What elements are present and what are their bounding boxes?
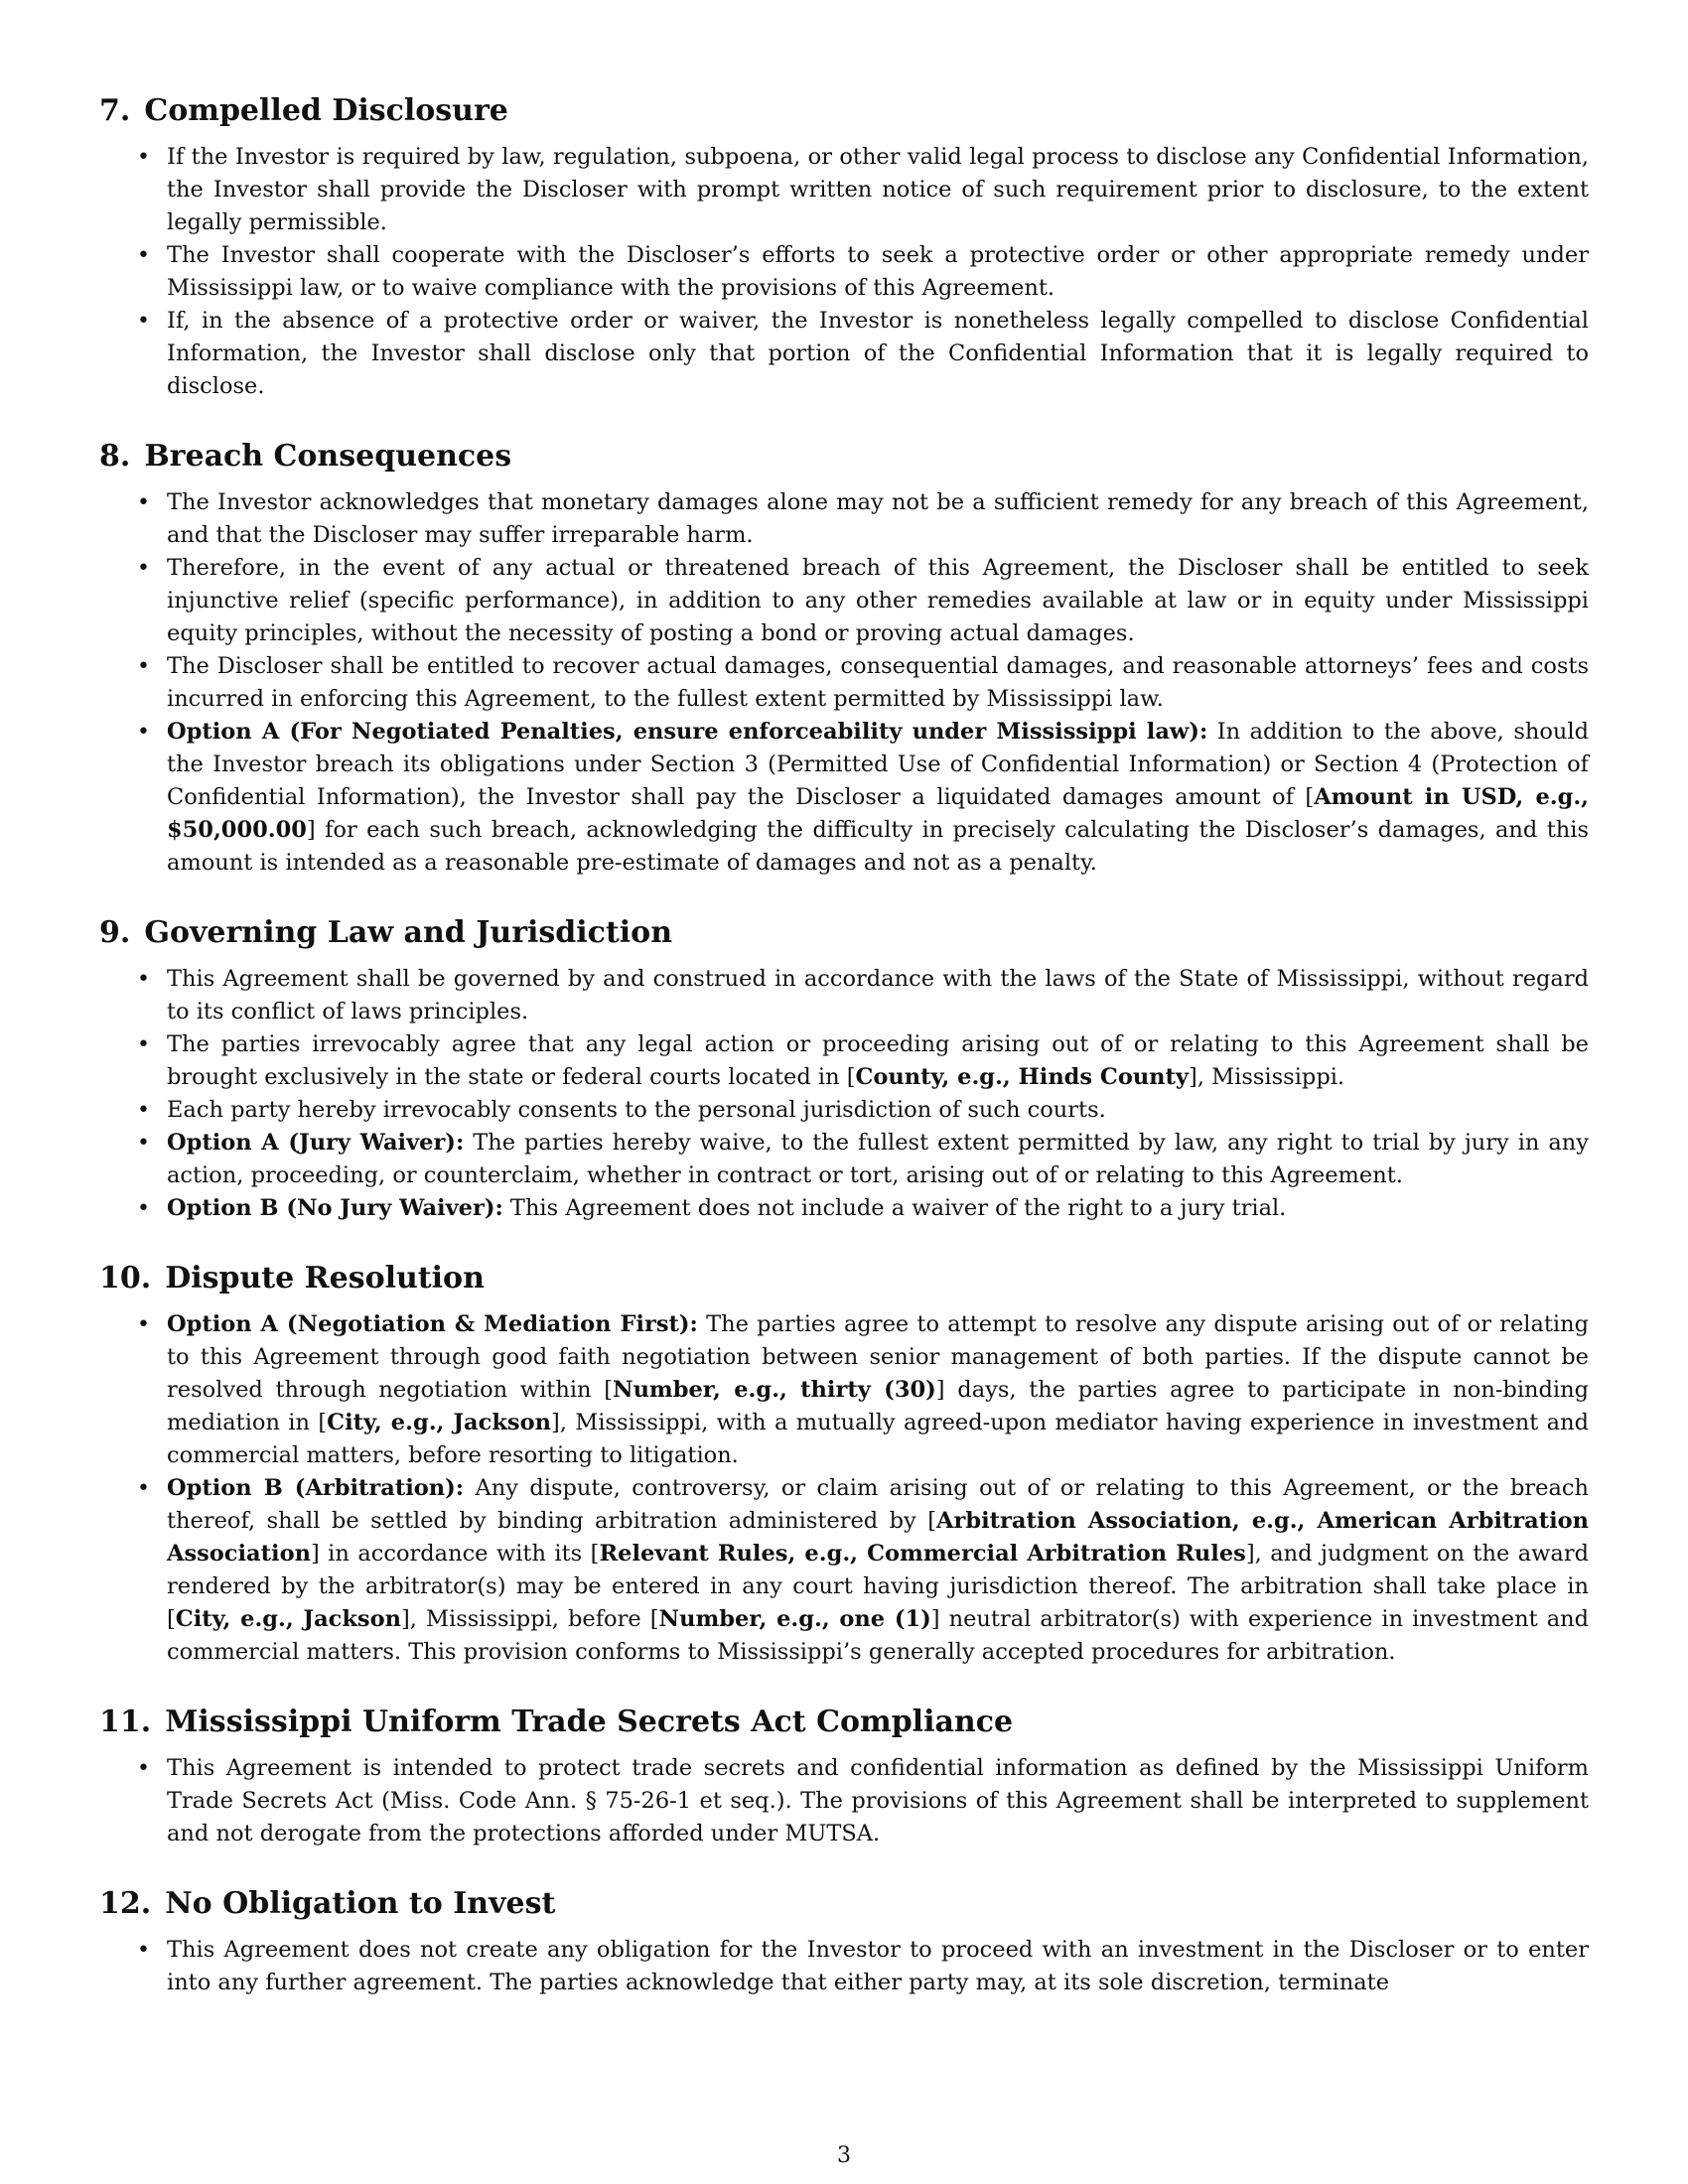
text-run: This Agreement is intended to protect trade secrets and confidential information as defined by the Mississippi Uniform Trade Secrets Act (Miss. Code Ann. § 75-26-1 et seq.). The provisions of this Agreement shall be interpreted to supplement and not derogate from the protections afforded under MUTSA. [167, 1755, 1589, 1846]
section-heading [99, 1259, 1589, 1298]
section-title: Compelled Disclosure [144, 93, 508, 128]
text-run: ], Mississippi, before [ [400, 1606, 659, 1632]
section-heading [99, 91, 1589, 131]
section-number: 9. [99, 915, 131, 950]
text-run: The parties irrevocably agree that any legal action or proceeding arising out of or relating to this Agreement shall be brought exclusively in the state or federal courts located in [ [167, 1031, 1589, 1090]
text-run: In addition to the above, should the Investor breach its obligations under Section 3 (Permitted Use of Confidential Information) or Section 4 (Protection of Confidential Information), the Investor shall pay the Discloser a liquidated damages amount of [ [167, 719, 1589, 810]
text-run: Each party hereby irrevocably consents to the personal jurisdiction of such courts. [167, 1097, 1106, 1123]
section-number: 8. [99, 439, 131, 474]
list-item [99, 716, 1589, 880]
section-9 [99, 913, 1589, 1225]
bold-text: Option B (Arbitration): [167, 1475, 465, 1501]
list-item [99, 141, 1589, 239]
text-run: If the Investor is required by law, regulation, subpoena, or other valid legal process to disclose any Confidential Information, the Investor shall provide the Discloser with prompt written notice of such requirement prior to disclosure, to the extent legally permissible. [167, 144, 1589, 235]
text-run: ] days, the parties agree to participate in non-binding mediation in [ [167, 1377, 1589, 1435]
section-10 [99, 1259, 1589, 1669]
bold-text: Number, e.g., one (1) [658, 1606, 931, 1632]
section-title: No Obligation to Invest [165, 1886, 556, 1921]
text-run: This Agreement does not create any obligation for the Investor to proceed with an investment in the Discloser or to enter into any further agreement. The parties acknowledge that either party may, at its sole discretion, terminate [167, 1937, 1589, 1995]
bold-text: City, e.g., Jackson [175, 1606, 401, 1632]
bullet-list [99, 963, 1589, 1225]
list-item [99, 305, 1589, 403]
section-11 [99, 1703, 1589, 1850]
section-number: 12. [99, 1886, 152, 1921]
bullet-list [99, 486, 1589, 880]
list-item [99, 1094, 1589, 1127]
bold-text: Option A (Negotiation & Mediation First): [167, 1311, 698, 1337]
page-number: 3 [837, 2143, 851, 2168]
text-run: ], and judgment on the award rendered by the arbitrator(s) may be entered in any court having jurisdiction thereof. The arbitration shall take place in [ [167, 1541, 1589, 1632]
section-heading [99, 913, 1589, 953]
section-heading [99, 437, 1589, 477]
section-title: Governing Law and Jurisdiction [144, 915, 673, 950]
bullet-list [99, 1934, 1589, 1999]
list-item [99, 650, 1589, 716]
section-7 [99, 91, 1589, 403]
list-item [99, 1127, 1589, 1192]
section-title: Mississippi Uniform Trade Secrets Act Compliance [165, 1705, 1014, 1739]
section-number: 11. [99, 1705, 152, 1739]
bullet-list [99, 1308, 1589, 1669]
document-page [99, 91, 1589, 2033]
bold-text: Arbitration Association, e.g., American Arbitration Association [167, 1508, 1589, 1567]
bullet-list [99, 1752, 1589, 1850]
list-item [99, 1192, 1589, 1225]
text-run: Therefore, in the event of any actual or threatened breach of this Agreement, the Discloser shall be entitled to seek injunctive relief (specific performance), in addition to any other remedies available at law or in equity under Mississippi equity principles, without the necessity of posting a bond or proving actual damages. [167, 555, 1589, 646]
section-number: 10. [99, 1261, 152, 1296]
list-item [99, 486, 1589, 552]
list-item [99, 1934, 1589, 1999]
section-12 [99, 1884, 1589, 1999]
bold-text: Option A (For Negotiated Penalties, ensure enforceability under Mississippi law): [167, 719, 1208, 745]
bullet-list [99, 141, 1589, 403]
section-heading [99, 1703, 1589, 1742]
text-run: ] neutral arbitrator(s) with experience in investment and commercial matters. This provision conforms to Mississippi’s generally accepted procedures for arbitration. [167, 1606, 1590, 1665]
text-run: This Agreement shall be governed by and construed in accordance with the laws of the State of Mississippi, without regard to its conflict of laws principles. [167, 966, 1589, 1024]
list-item [99, 963, 1589, 1028]
list-item [99, 1308, 1589, 1472]
bold-text: Amount in USD, e.g., $50,000.00 [167, 784, 1590, 843]
text-run: ], Mississippi. [1189, 1064, 1345, 1090]
text-run: The parties hereby waive, to the fullest extent permitted by law, any right to trial by jury in any action, proceeding, or counterclaim, whether in contract or tort, arising out of or relating to this Agreement. [167, 1130, 1589, 1188]
text-run: The parties agree to attempt to resolve any dispute arising out of or relating to this Agreement through good faith negotiation between senior management of both parties. If the dispute cannot be resolved through negotiation within [ [167, 1311, 1589, 1403]
list-item [99, 1472, 1589, 1669]
list-item [99, 1752, 1589, 1850]
bold-text: City, e.g., Jackson [327, 1410, 551, 1435]
section-number: 7. [99, 93, 131, 128]
list-item [99, 552, 1589, 650]
section-heading [99, 1884, 1589, 1924]
text-run: ] for each such breach, acknowledging the difficulty in precisely calculating the Discloser’s damages, and this amount is intended as a reasonable pre-estimate of damages and not as a penalty. [167, 817, 1589, 876]
text-run: Any dispute, controversy, or claim arising out of or relating to this Agreement, or the breach thereof, shall be settled by binding arbitration administered by [ [167, 1475, 1589, 1534]
bold-text: County, e.g., Hinds County [855, 1064, 1190, 1090]
bold-text: Option B (No Jury Waiver): [167, 1195, 503, 1221]
section-title: Dispute Resolution [165, 1261, 485, 1296]
bold-text: Relevant Rules, e.g., Commercial Arbitration Rules [599, 1541, 1246, 1567]
text-run: ], Mississippi, with a mutually agreed-upon mediator having experience in investment and commercial matters, before resorting to litigation. [167, 1410, 1589, 1468]
section-title: Breach Consequences [144, 439, 512, 474]
sections-container [99, 91, 1589, 1999]
bold-text: Number, e.g., thirty (30) [613, 1377, 936, 1403]
text-run: The Investor shall cooperate with the Discloser’s efforts to seek a protective order or other appropriate remedy under Mississippi law, or to waive compliance with the provisions of this Agreement. [167, 242, 1589, 301]
text-run: The Investor acknowledges that monetary damages alone may not be a sufficient remedy for any breach of this Agreement, and that the Discloser may suffer irreparable harm. [167, 489, 1589, 548]
list-item [99, 239, 1589, 305]
section-8 [99, 437, 1589, 880]
text-run: If, in the absence of a protective order or waiver, the Investor is nonetheless legally compelled to disclose Confidential Information, the Investor shall disclose only that portion of the Confidential Information that it is legally required to disclose. [167, 308, 1589, 399]
text-run: This Agreement does not include a waiver of the right to a jury trial. [502, 1195, 1287, 1221]
text-run: ] in accordance with its [ [310, 1541, 600, 1567]
text-run: The Discloser shall be entitled to recover actual damages, consequential damages, and reasonable attorneys’ fees and costs incurred in enforcing this Agreement, to the fullest extent permitted by Mississippi law. [167, 653, 1589, 712]
list-item [99, 1028, 1589, 1094]
bold-text: Option A (Jury Waiver): [167, 1130, 465, 1156]
